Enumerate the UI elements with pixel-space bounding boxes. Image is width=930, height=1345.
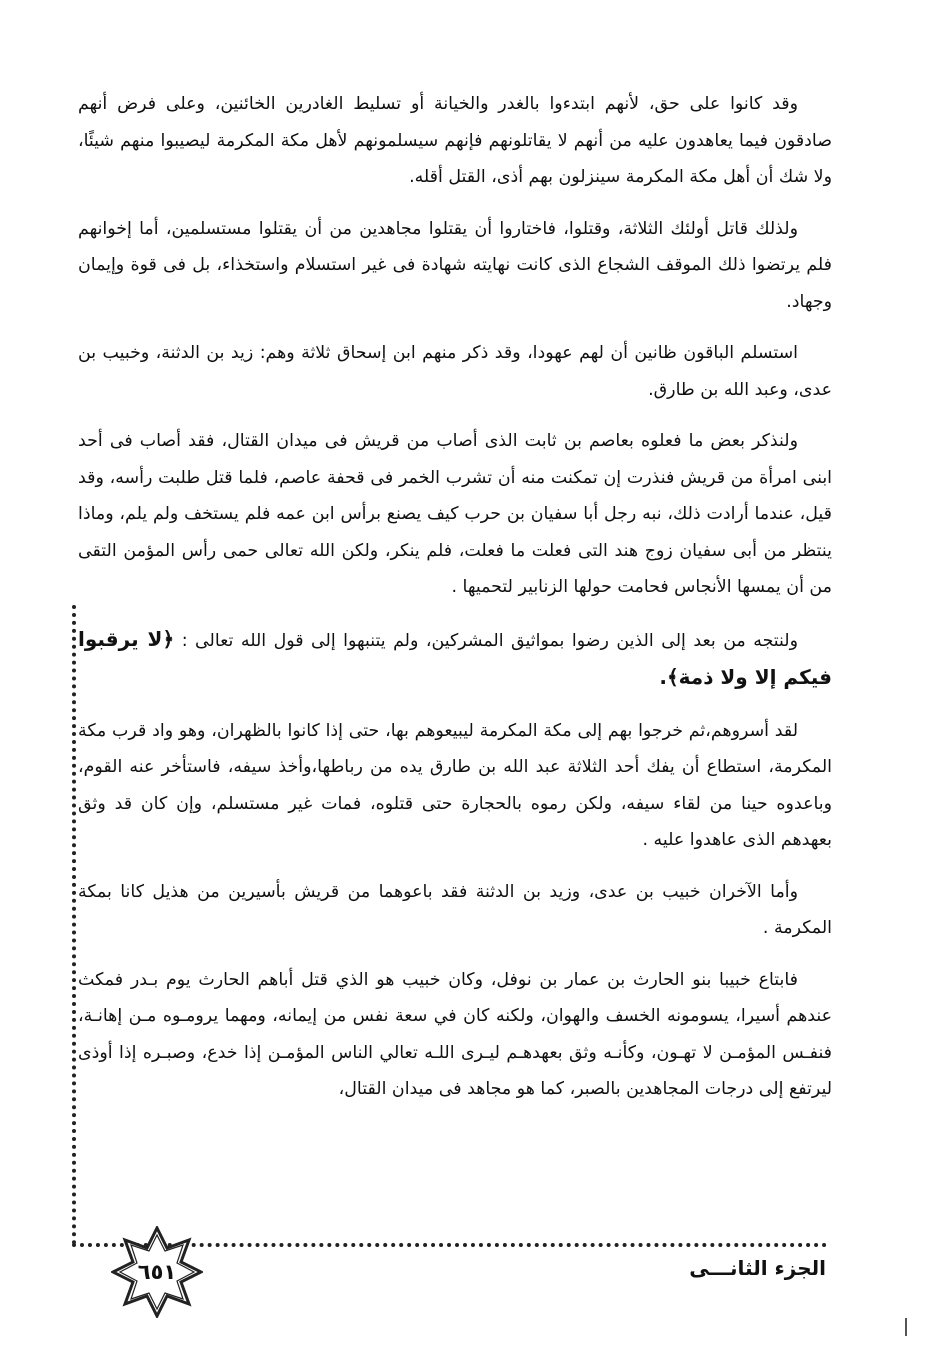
page-number-badge	[111, 1226, 203, 1318]
paragraph-5-lead: ولنتجه من بعد إلى الذين رضوا بمواثيق المشركين، ولم يتنبهوا إلى قول الله تعالى :	[181, 630, 798, 651]
quran-quote: ﴿لا يرقبوا فيكم إلا ولا ذمة﴾.	[78, 626, 832, 689]
paragraph-8: فابتاع خبيبا بنو الحارث بن عمار بن نوفل، وكان خبيب هو الذي قتل أباهم الحارث يوم بـدر فمكث عندهم أسيرا، يسومونه الخسف والهوان، ولكنه كان في سعة نفس من إيمانه، ومهما يرومـوه مـن إهانـة، فنفـس المؤمـن لا تهـون، وكأنـه وثق بعهدهـم ليـرى اللـه تعالي الناس المؤمـن إذا خدع، وصبـره إذا أوذى ليرتفع إلى درجات المجاهدين بالصبر، كما هو مجاهد فى ميدان القتال،	[78, 969, 832, 1099]
paragraph-6: لقد أسروهم،ثم خرجوا بهم إلى مكة المكرمة ليبيعوهم بها، حتى إذا كانوا بالظهران، وهو واد قرب مكة المكرمة، استطاع أن يفك أحد الثلاثة عبد الله بن طارق يده من رباطها،وأخذ سيفه، فاستأخر عنه القوم، وباعدوه حينا من لقاء سيفه، ولكن رموه بالحجارة حتى قتلوه، فمات غير مستسلم، وإن كان قد وثق بعهدهم الذى عاهدوا عليه .	[78, 720, 832, 850]
decorative-frame-vertical	[72, 605, 76, 1245]
margin-tick	[905, 1318, 907, 1336]
paragraph-3: استسلم الباقون ظانين أن لهم عهودا، وقد ذكر منهم ابن إسحاق ثلاثة وهم: زيد بن الدثنة، وخبيب بن عدى، وعبد الله بن طارق.	[78, 343, 832, 400]
page-number: ٦٥١	[137, 1260, 177, 1284]
part-label: الجزء الثانـــى	[689, 1256, 826, 1280]
paragraph-2: ولذلك قاتل أولئك الثلاثة، وقتلوا، فاختاروا أن يقتلوا مجاهدين من أن يقتلوا مستسلمين، أما إخوانهم فلم يرتضوا ذلك الموقف الشجاع الذى كانت نهايته شهادة فى غير استسلام واستخذاء، بل فى قوة وإيمان وجهاد.	[78, 218, 832, 312]
paragraph-4: ولنذكر بعض ما فعلوه بعاصم بن ثابت الذى أصاب من قريش فى ميدان القتال، فقد أصاب فى أحد ابنى امرأة من قريش فنذرت إن تمكنت منه أن تشرب الخمر فى قحفة عاصم، فلما قتل طلبت رأسه، وقد قيل، عندما أرادت ذلك، نبه رجل أبا سفيان بن حرب كيف يصنع برأس ابن عمه فلم يستخف ولم يلم، وماذا ينتظر من أبى سفيان زوج هند التى فعلت ما فعلت، فلم ينكر، ولكن الله تعالى حمى رأس المؤمن التقى من أن يمسها الأنجاس فحامت حولها الزنابير لتحميها .	[78, 431, 832, 597]
paragraph-5	[78, 621, 832, 698]
paragraph-1: وقد كانوا على حق، لأنهم ابتدءوا بالغدر والخيانة أو تسليط الغادرين الخائنين، وعلى فرض أنهم صادقون فيما يعاهدون عليه من أنهم لا يقاتلونهم فإنهم سيسلمونهم لأهل مكة المكرمة ليصيبوا منهم شيئًا، ولا شك أن أهل مكة المكرمة سينزلون بهم أذى، القتل أقله.	[78, 94, 832, 187]
page-body	[78, 86, 832, 1123]
paragraph-7: وأما الآخران خبيب بن عدى، وزيد بن الدثنة فقد باعوهما من قريش بأسيرين من هذيل كانا بمكة المكرمة .	[78, 881, 832, 938]
